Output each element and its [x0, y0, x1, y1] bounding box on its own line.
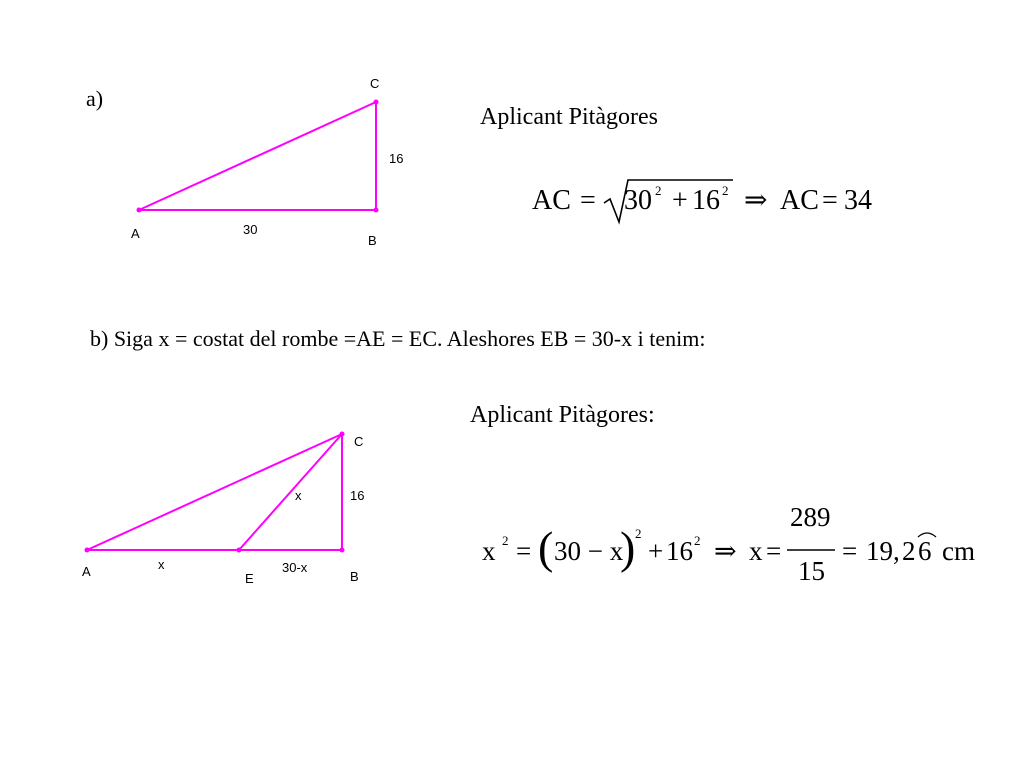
label-b-a: B — [368, 233, 377, 248]
formula-b-result-int: 19, — [866, 536, 900, 566]
point-c-a — [374, 100, 379, 105]
point-a-b — [85, 548, 90, 553]
formula-a-exp2: 2 — [722, 183, 729, 198]
label-a-b: A — [82, 564, 91, 579]
formula-b-base2: 16 — [666, 536, 693, 566]
formula-b-eq1: = — [516, 536, 532, 566]
label-c-b: C — [354, 434, 364, 449]
formula-a-result: 34 — [844, 185, 872, 216]
formula-b-eq3: = — [842, 536, 858, 566]
side-ac-b — [87, 434, 342, 550]
label-side-eb-b: 30-x — [282, 560, 308, 575]
formula-b-close-paren: ) — [620, 522, 636, 573]
formula-a-eq2: = — [822, 185, 838, 216]
formula-b-eq2: = — [766, 536, 782, 566]
part-b-statement: b) Siga x = costat del rombe =AE = EC. Aleshores EB = 30-x i tenim: — [90, 326, 706, 351]
formula-b-lhs-exp: 2 — [502, 533, 509, 548]
point-a-a — [137, 208, 142, 213]
formula-b-plus: + — [648, 536, 664, 566]
side-ac-a — [139, 102, 376, 210]
triangle-a — [137, 100, 379, 213]
formula-a-implies: ⇒ — [744, 185, 768, 216]
formula-b-var: x — [749, 536, 763, 566]
point-c-b — [340, 432, 345, 437]
label-b-b: B — [350, 569, 359, 584]
part-b-heading: Aplicant Pitàgores: — [470, 402, 655, 428]
label-c-a: C — [370, 76, 380, 91]
part-a-label: a) — [86, 86, 104, 111]
point-b-a — [374, 208, 379, 213]
label-side-ab-a: 30 — [243, 222, 258, 237]
label-side-bc-a: 16 — [389, 151, 404, 166]
formula-b-unit: cm — [942, 536, 975, 566]
label-side-bc-b: 16 — [350, 488, 365, 503]
formula-b-denominator: 15 — [798, 556, 825, 586]
point-b-b — [340, 548, 345, 553]
label-side-ec-b: x — [295, 488, 302, 503]
triangle-b — [85, 432, 345, 553]
formula-a-eq1: = — [580, 185, 596, 216]
point-e-b — [237, 548, 242, 553]
side-ec-b — [239, 434, 342, 550]
formula-b-numerator: 289 — [790, 502, 831, 532]
formula-b-open-paren: ( — [538, 522, 554, 573]
formula-a-lhs2: AC — [780, 185, 819, 216]
formula-a-base2: 16 — [692, 185, 720, 216]
formula-a-plus: + — [672, 185, 688, 216]
part-a-heading: Aplicant Pitàgores — [480, 104, 658, 130]
formula-a-base1: 30 — [624, 185, 652, 216]
formula-a-exp1: 2 — [655, 183, 662, 198]
label-a-a: A — [131, 226, 140, 241]
formula-b-inner: 30 − x — [554, 536, 624, 566]
formula-b-lhs: x — [482, 536, 496, 566]
formula-b-paren-exp: 2 — [635, 526, 642, 541]
formula-b-implies: ⇒ — [714, 536, 737, 566]
formula-a-lhs: AC — [532, 185, 571, 216]
formula-b-result-dec: 2 — [902, 536, 916, 566]
formula-b-exp2: 2 — [694, 533, 701, 548]
formula-b-result-rep: 6 — [918, 536, 932, 566]
label-side-ae-b: x — [158, 557, 165, 572]
label-e-b: E — [245, 571, 254, 586]
